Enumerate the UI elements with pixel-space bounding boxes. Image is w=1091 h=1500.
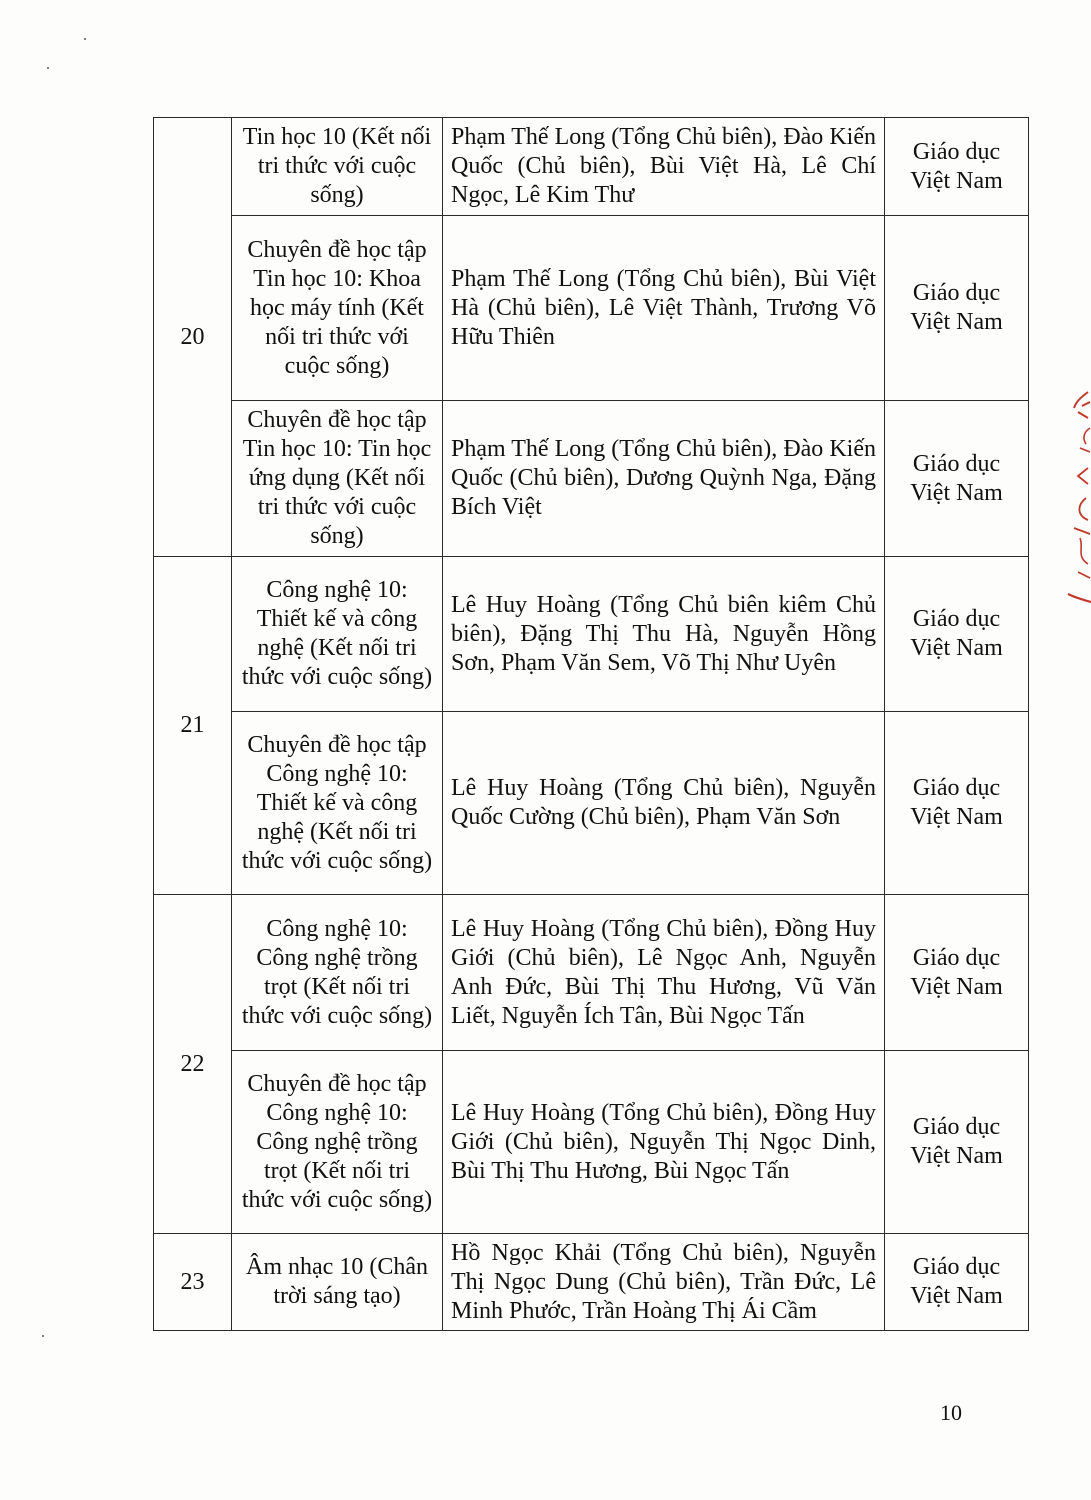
table-row xyxy=(154,1234,1029,1331)
authors-cell: Lê Huy Hoàng (Tổng Chủ biên), Nguyễn Quốc Cường (Chủ biên), Phạm Văn Sơn xyxy=(443,712,885,895)
authors-cell: Phạm Thế Long (Tổng Chủ biên), Đào Kiến Quốc (Chủ biên), Dương Quỳnh Nga, Đặng Bích Việt xyxy=(443,401,885,557)
row-number-cell: 22 xyxy=(154,895,232,1234)
publisher-cell: Giáo dục Việt Nam xyxy=(885,118,1029,216)
publisher-cell: Giáo dục Việt Nam xyxy=(885,557,1029,712)
row-number-cell: 23 xyxy=(154,1234,232,1331)
publisher-cell: Giáo dục Việt Nam xyxy=(885,1234,1029,1331)
book-title-cell: Tin học 10 (Kết nối tri thức với cuộc sống) xyxy=(232,118,443,216)
table-row xyxy=(154,1051,1029,1234)
scan-speck xyxy=(84,38,86,40)
table-row xyxy=(154,712,1029,895)
book-title-cell: Chuyên đề học tập Tin học 10: Khoa học máy tính (Kết nối tri thức với cuộc sống) xyxy=(232,216,443,401)
book-title-cell: Chuyên đề học tập Tin học 10: Tin học ứng dụng (Kết nối tri thức với cuộc sống) xyxy=(232,401,443,557)
book-title-cell: Chuyên đề học tập Công nghệ 10: Công nghệ trồng trọt (Kết nối tri thức với cuộc sống) xyxy=(232,1051,443,1234)
authors-cell: Lê Huy Hoàng (Tổng Chủ biên), Đồng Huy Giới (Chủ biên), Nguyễn Thị Ngọc Dinh, Bùi Thị Thu Hương, Bùi Ngọc Tấn xyxy=(443,1051,885,1234)
authors-cell: Lê Huy Hoàng (Tổng Chủ biên), Đồng Huy Giới (Chủ biên), Lê Ngọc Anh, Nguyễn Anh Đức, Bùi Thị Thu Hương, Vũ Văn Liết, Nguyễn Ích Tân, Bùi Ngọc Tấn xyxy=(443,895,885,1051)
authors-cell: Hồ Ngọc Khải (Tổng Chủ biên), Nguyễn Thị Ngọc Dung (Chủ biên), Trần Đức, Lê Minh Phước, Trần Hoàng Thị Ái Cầm xyxy=(443,1234,885,1331)
publisher-cell: Giáo dục Việt Nam xyxy=(885,712,1029,895)
publisher-cell: Giáo dục Việt Nam xyxy=(885,1051,1029,1234)
row-number-cell: 20 xyxy=(154,118,232,557)
book-title-cell: Âm nhạc 10 (Chân trời sáng tạo) xyxy=(232,1234,443,1331)
page-number: 10 xyxy=(940,1400,962,1425)
table-row xyxy=(154,216,1029,401)
book-title-cell: Công nghệ 10: Công nghệ trồng trọt (Kết nối tri thức với cuộc sống) xyxy=(232,895,443,1051)
table-row xyxy=(154,557,1029,712)
authors-cell: Phạm Thế Long (Tổng Chủ biên), Bùi Việt Hà (Chủ biên), Lê Việt Thành, Trương Võ Hữu Thiên xyxy=(443,216,885,401)
row-number-cell: 21 xyxy=(154,557,232,895)
authors-cell: Phạm Thế Long (Tổng Chủ biên), Đào Kiến Quốc (Chủ biên), Bùi Việt Hà, Lê Chí Ngọc, Lê Kim Thư xyxy=(443,118,885,216)
book-title-cell: Công nghệ 10: Thiết kế và công nghệ (Kết nối tri thức với cuộc sống) xyxy=(232,557,443,712)
textbook-table xyxy=(153,117,1029,1331)
table-body xyxy=(154,118,1029,1331)
table-row xyxy=(154,118,1029,216)
scan-speck xyxy=(42,1335,44,1337)
publisher-cell: Giáo dục Việt Nam xyxy=(885,216,1029,401)
book-title-cell: Chuyên đề học tập Công nghệ 10: Thiết kế và công nghệ (Kết nối tri thức với cuộc sống) xyxy=(232,712,443,895)
table-row xyxy=(154,895,1029,1051)
authors-cell: Lê Huy Hoàng (Tổng Chủ biên kiêm Chủ biên), Đặng Thị Thu Hà, Nguyễn Hồng Sơn, Phạm Văn Sem, Võ Thị Như Uyên xyxy=(443,557,885,712)
scan-speck xyxy=(47,67,49,69)
red-seal-edge-icon xyxy=(1066,388,1091,610)
table-row xyxy=(154,401,1029,557)
publisher-cell: Giáo dục Việt Nam xyxy=(885,895,1029,1051)
publisher-cell: Giáo dục Việt Nam xyxy=(885,401,1029,557)
